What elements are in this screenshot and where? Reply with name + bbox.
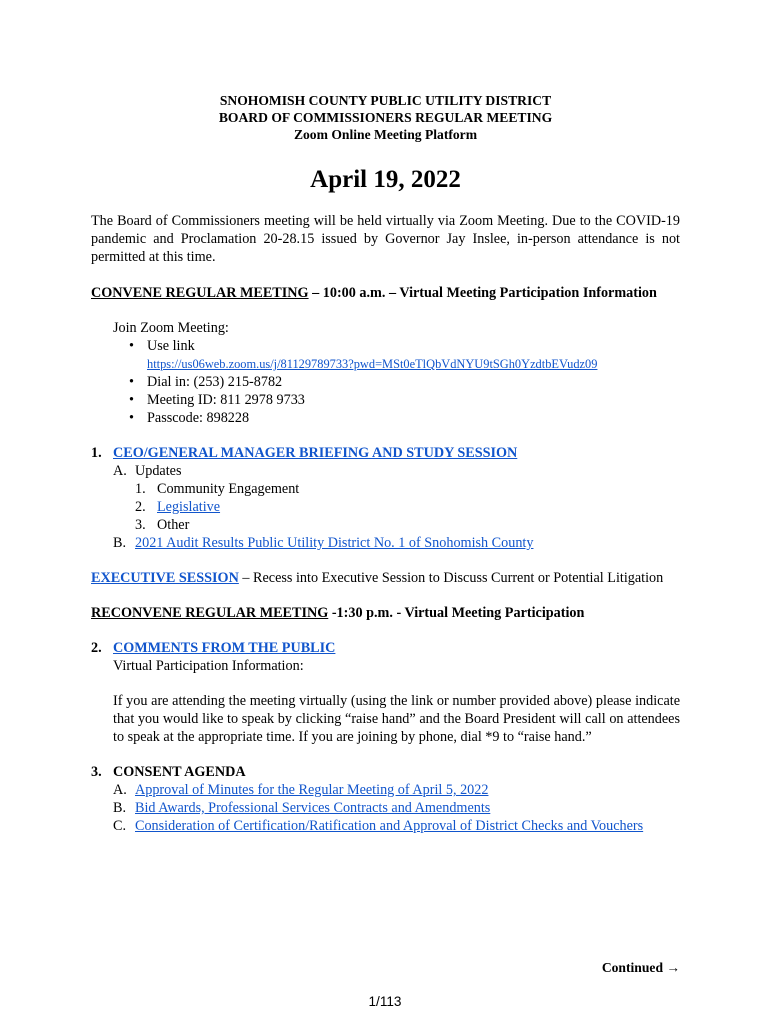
convene-heading [91, 284, 680, 302]
update-item-label: 1. [135, 481, 146, 497]
consent-item-label: B. [113, 800, 127, 816]
convene-title: CONVENE REGULAR MEETING [91, 285, 309, 301]
reconvene-heading [91, 604, 680, 622]
section-1-number: 1. [91, 445, 102, 461]
header-org: SNOHOMISH COUNTY PUBLIC UTILITY DISTRICT [219, 93, 552, 108]
agenda-page [91, 92, 680, 835]
consent-item [113, 817, 680, 835]
consent-item [113, 799, 680, 817]
checks-vouchers-link[interactable]: Consideration of Certification/Ratification and Approval of District Checks and Vouchers [135, 818, 644, 834]
update-item-label: 2. [135, 499, 146, 515]
item-a-text: Updates [135, 463, 182, 479]
update-item-text: Community Engagement [157, 481, 300, 497]
executive-session-text: – Recess into Executive Session to Discuss Current or Potential Litigation [238, 570, 664, 586]
item-b-label: B. [113, 535, 127, 551]
section-3 [91, 763, 680, 835]
passcode-item: • Passcode: 898228 [113, 409, 680, 427]
item-a-label: A. [113, 463, 127, 479]
update-item-text: Other [157, 517, 190, 533]
audit-results-link[interactable]: 2021 Audit Results Public Utility District No. 1 of Snohomish County [135, 535, 534, 551]
section-2 [91, 639, 680, 746]
update-item-label: 3. [135, 517, 146, 533]
public-comment-instructions: If you are attending the meeting virtually (using the link or number provided above) please indicate that you would like to speak by clicking “raise hand” and the Board President will call on attendees to speak at the appropriate time. If you are joining by phone, dial *9 to “raise hand.” [113, 693, 680, 745]
consent-item-label: C. [113, 818, 127, 834]
section-1 [91, 444, 680, 552]
legislative-link[interactable]: Legislative [157, 499, 221, 515]
zoom-heading: Join Zoom Meeting: [113, 320, 229, 336]
meeting-id-item: • Meeting ID: 811 2978 9733 [113, 391, 680, 409]
section-3-title: CONSENT AGENDA [113, 764, 246, 780]
consent-item-label: A. [113, 782, 127, 798]
section-3-number: 3. [91, 764, 102, 780]
executive-session [91, 569, 680, 587]
header-board: BOARD OF COMMISSIONERS REGULAR MEETING [218, 110, 553, 125]
meeting-date: April 19, 2022 [310, 166, 461, 193]
update-item [113, 498, 680, 516]
update-item [113, 516, 680, 534]
dial-in-item: • Dial in: (253) 215-8782 [113, 373, 680, 391]
section-2-title-link[interactable]: COMMENTS FROM THE PUBLIC [113, 640, 336, 656]
minutes-approval-link[interactable]: Approval of Minutes for the Regular Meeting of April 5, 2022 [135, 782, 489, 798]
use-link-label: Use link [147, 338, 195, 354]
zoom-meeting-link[interactable]: https://us06web.zoom.us/j/81129789733?pwd=MSt0eTlQbVdNYU9tSGh0YzdtbEVudz09 [147, 357, 598, 371]
section-1-item-a [113, 462, 680, 480]
continued-note: Continued → [601, 960, 680, 975]
section-2-subtitle: Virtual Participation Information: [113, 658, 304, 674]
consent-item [113, 781, 680, 799]
executive-session-link[interactable]: EXECUTIVE SESSION [91, 570, 239, 586]
header-platform: Zoom Online Meeting Platform [293, 127, 478, 142]
reconvene-rest: -1:30 p.m. - Virtual Meeting Participation [328, 605, 585, 621]
convene-rest: – 10:00 a.m. – Virtual Meeting Participation Information [308, 285, 657, 301]
section-1-item-b [113, 534, 680, 552]
zoom-list [113, 337, 680, 427]
page-number: 1/113 [368, 994, 402, 1009]
section-2-number: 2. [91, 640, 102, 656]
zoom-info [113, 319, 680, 427]
reconvene-title: RECONVENE REGULAR MEETING [91, 605, 329, 621]
bid-awards-link[interactable]: Bid Awards, Professional Services Contracts and Amendments [135, 800, 491, 816]
zoom-link-item [113, 337, 680, 373]
intro-paragraph: The Board of Commissioners meeting will be held virtually via Zoom Meeting. Due to the COVID-19 pandemic and Proclamation 20-28.15 issued by Governor Jay Inslee, in-person attendance is not permitted at this time. [91, 213, 680, 265]
section-1-title-link[interactable]: CEO/GENERAL MANAGER BRIEFING AND STUDY SESSION [113, 445, 518, 461]
document-header [91, 92, 680, 143]
update-item [113, 480, 680, 498]
